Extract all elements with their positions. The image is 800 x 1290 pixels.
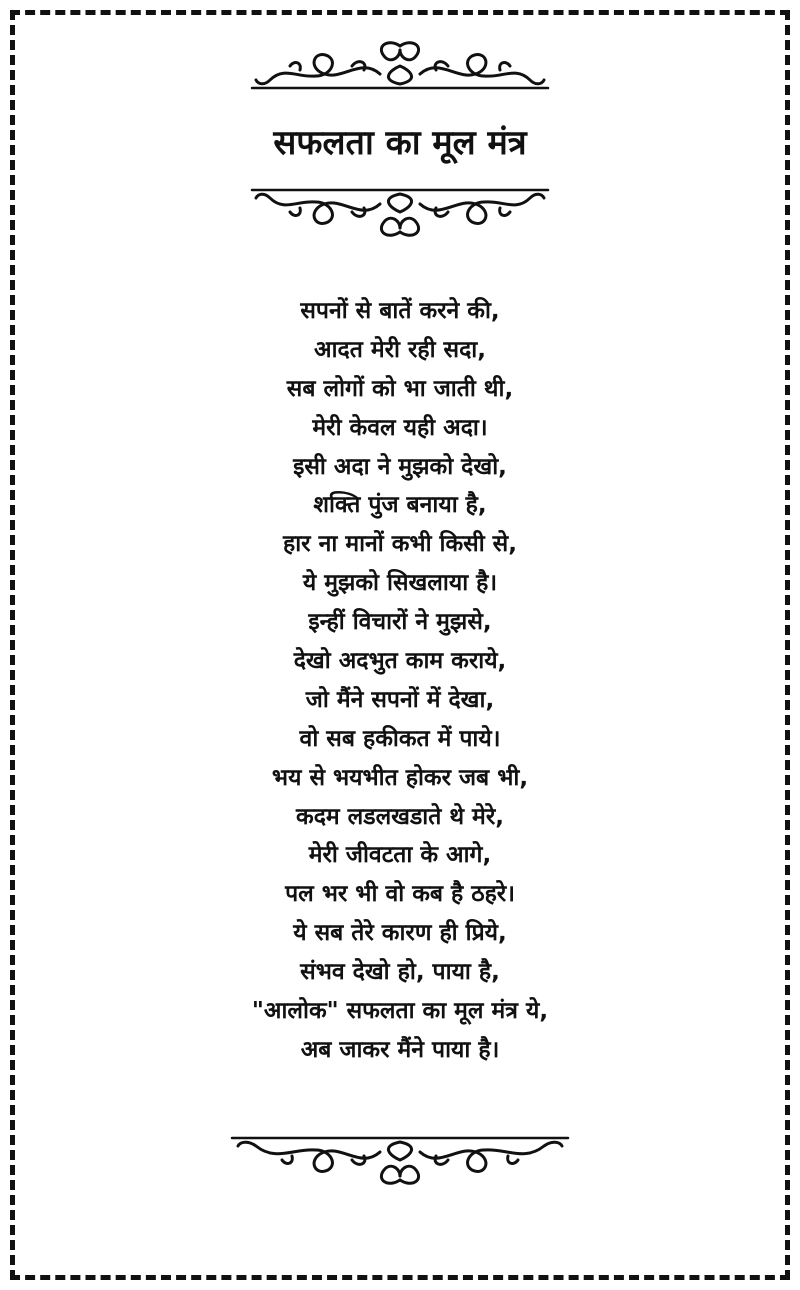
poem-line: ये सब तेरे कारण ही प्रिये,: [293, 920, 507, 947]
poem-line: कदम लडलखडाते थे मेरे,: [296, 803, 504, 830]
poem-line: देखो अदभुत काम कराये,: [293, 648, 507, 675]
poem-line: संभव देखो हो, पाया है,: [300, 959, 500, 986]
poem-line: आदत मेरी रही सदा,: [313, 336, 486, 363]
top-ornament-icon: [250, 36, 550, 92]
poem-line: सब लोगों को भा जाती थी,: [286, 375, 514, 402]
poem-line: मेरी जीवटता के आगे,: [308, 842, 492, 869]
poem-line: मेरी केवल यही अदा।: [312, 414, 488, 441]
poem-line: शक्ति पुंज बनाया है,: [313, 492, 487, 519]
poem-line: वो सब हकीकत में पाये।: [299, 725, 501, 752]
poem-line: इसी अदा ने मुझको देखो,: [293, 453, 507, 480]
bottom-ornament-icon: [230, 1134, 570, 1190]
poem-line: अब जाकर मैंने पाया है।: [300, 1036, 500, 1063]
middle-ornament-icon: [250, 186, 550, 242]
poem-line: इन्हीं विचारों ने मुझसे,: [308, 609, 492, 636]
poem-title: सफलता का मूल मंत्र: [273, 123, 527, 163]
poem-line: भय से भयभीत होकर जब भी,: [271, 764, 529, 791]
poem-line: पल भर भी वो कब है ठहरे।: [285, 881, 515, 908]
poem-line: जो मैंने सपनों में देखा,: [305, 686, 495, 713]
poem-line: "आलोक" सफलता का मूल मंत्र ये,: [251, 998, 549, 1025]
poem-body: [0, 292, 800, 1070]
poem-line: ये मुझको सिखलाया है।: [302, 570, 498, 597]
poem-line: सपनों से बातें करने की,: [300, 298, 500, 324]
poem-line: हार ना मानों कभी किसी से,: [283, 531, 517, 558]
